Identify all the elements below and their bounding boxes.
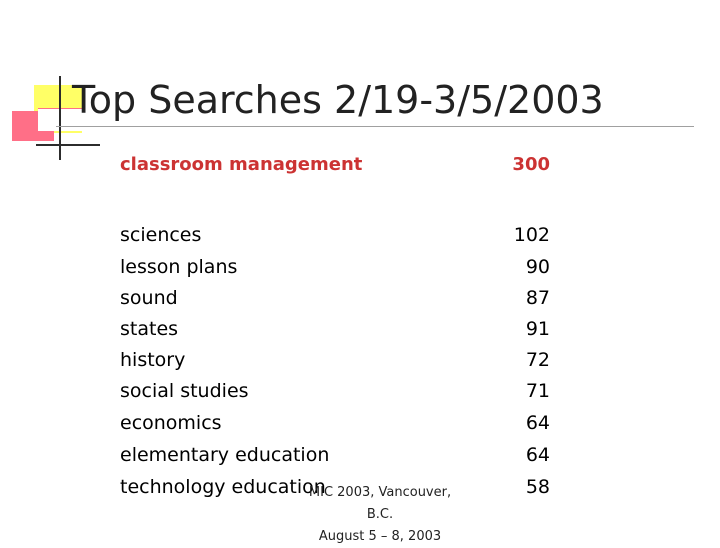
table-row [120, 380, 550, 410]
row-label: social studies [120, 380, 249, 402]
slide-footer [300, 482, 460, 548]
row-label: history [120, 349, 186, 371]
table-row [120, 224, 550, 254]
title-rule [56, 126, 694, 127]
table-row [120, 349, 550, 379]
table-row [120, 287, 550, 317]
slide-title: Top Searches 2/19-3/5/2003 [72, 78, 604, 122]
row-value: 72 [525, 349, 550, 371]
row-value: 91 [525, 318, 550, 340]
decor-vertical-line [59, 76, 61, 160]
header-label: classroom management [120, 154, 363, 175]
table-header-row [120, 154, 550, 184]
row-value: 64 [525, 412, 550, 434]
row-value: 90 [525, 256, 550, 278]
row-value: 71 [525, 380, 550, 402]
row-label: economics [120, 412, 222, 434]
footer-conference: MIC 2003, Vancouver, B.C. [308, 485, 452, 522]
footer-dates: August 5 – 8, 2003 [318, 529, 442, 544]
row-value: 64 [525, 444, 550, 466]
row-label: lesson plans [120, 256, 238, 278]
row-label: sciences [120, 224, 202, 246]
header-value: 300 [512, 154, 550, 175]
table-row [120, 444, 550, 474]
row-label: sound [120, 287, 178, 309]
row-value: 58 [525, 476, 550, 498]
row-label: states [120, 318, 179, 340]
table-row [120, 412, 550, 442]
table-row [120, 256, 550, 286]
decor-horizontal-line [36, 144, 100, 146]
row-value: 87 [525, 287, 550, 309]
row-label: elementary education [120, 444, 330, 466]
row-label: technology education [120, 476, 326, 498]
table-row [120, 318, 550, 348]
row-value: 102 [513, 224, 550, 246]
